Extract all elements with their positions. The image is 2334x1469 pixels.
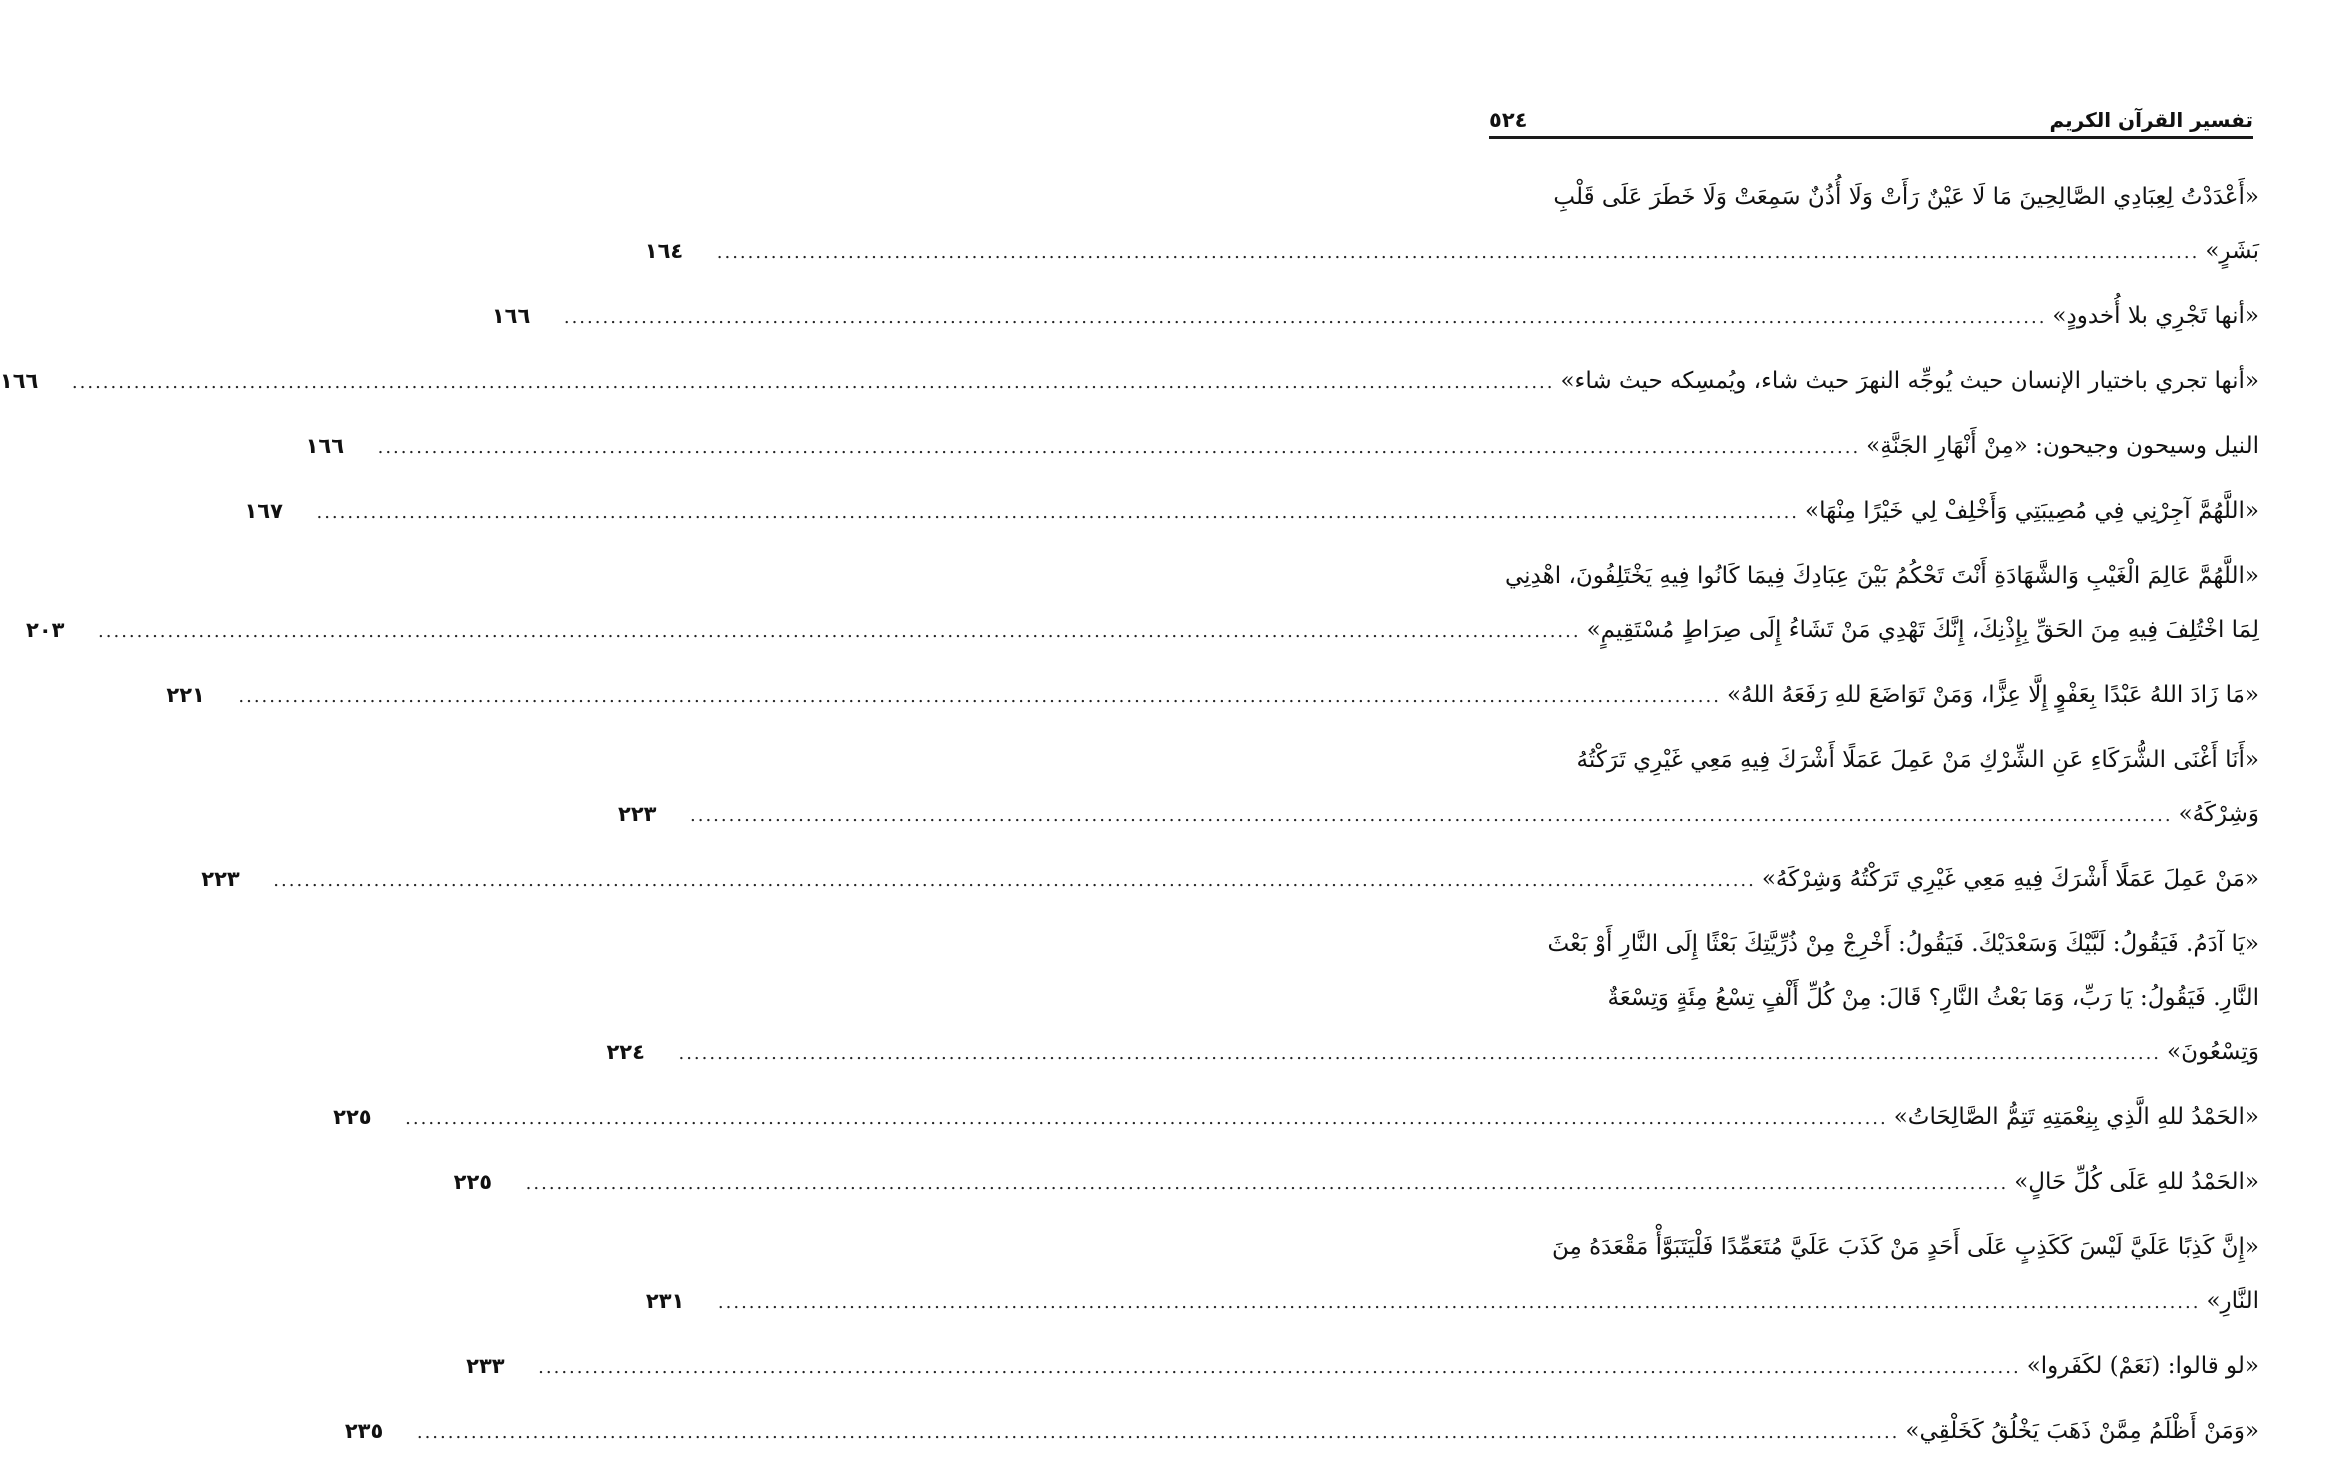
dot-leader	[273, 854, 1756, 908]
index-entry	[26, 549, 2259, 657]
entry-last-line	[618, 787, 2259, 841]
index-entry	[344, 1404, 2259, 1458]
entry-text: «إِنَّ كَذِبًا عَلَيَّ لَيْسَ كَكَذِبٍ عَلَى أَحَدٍ مَنْ كَذَبَ عَلَيَّ مُتَعَمِّدًا فَلْيَتَبَوَّأْ مَقْعَدَهُ مِنَ	[1551, 1234, 2259, 1260]
dot-leader	[690, 789, 2173, 843]
entry-text: «الحَمْدُ للهِ عَلَى كُلِّ حَالٍ»	[2014, 1169, 2259, 1195]
entry-page-number: ٢٣١	[645, 1289, 685, 1313]
entry-page-number: ٢٢٤	[606, 1040, 645, 1064]
dot-leader	[564, 291, 2047, 345]
entry-text: وَتِسْعُونَ»	[2167, 1039, 2259, 1065]
index-entry	[618, 733, 2259, 841]
entry-text: بَشَرٍ»	[2205, 238, 2259, 264]
entry-text: «يَا آدَمُ. فَيَقُولُ: لَبَّيْكَ وَسَعْدَيْكَ. فَيَقُولُ: أَخْرِجْ مِنْ ذُرِّيَّتِكَ بَعْثًا إِلَى النَّارِ أَوْ بَعْثَ	[1547, 931, 2259, 957]
entry-text: «وَمَنْ أَظْلَمُ مِمَّنْ ذَهَبَ يَخْلُقُ كَخَلْقِي»	[1905, 1418, 2259, 1444]
index-entry	[201, 852, 2259, 906]
entry-line	[1485, 917, 2259, 971]
dot-leader	[238, 670, 1721, 724]
header-divider	[1489, 136, 2253, 139]
entry-last-line	[201, 852, 2259, 906]
entry-page-number: ١٦٦	[491, 304, 531, 328]
entry-last-line	[606, 1025, 2259, 1079]
entry-text: «أنها تجري باختيار الإنسان حيث يُوجِّه النهرَ حيث شاء، ويُمسِكه حيث شاء»	[1560, 368, 2259, 394]
entry-line	[1485, 549, 2259, 603]
entry-last-line	[453, 1155, 2259, 1209]
dot-leader	[718, 1276, 2201, 1330]
page-header	[1489, 100, 2253, 132]
entry-text: النَّارِ»	[2206, 1288, 2259, 1314]
entry-last-line	[344, 1404, 2259, 1458]
entry-last-line	[305, 419, 2259, 473]
hadith-index-list	[0, 170, 2259, 1469]
index-entry	[453, 1155, 2259, 1209]
entry-last-line	[645, 1274, 2259, 1328]
entry-last-line	[26, 603, 2259, 657]
entry-text: «لو قالوا: (نَعَمْ) لكَفَروا»	[2026, 1353, 2259, 1379]
dot-leader	[417, 1406, 1900, 1460]
index-entry	[305, 419, 2259, 473]
entry-text: وَشِرْكَهُ»	[2178, 801, 2259, 827]
entry-last-line	[491, 289, 2259, 343]
entry-page-number: ١٦٦	[0, 369, 39, 393]
index-entry	[244, 484, 2259, 538]
entry-line	[1485, 733, 2259, 787]
index-entry	[0, 354, 2259, 408]
entry-text: «أنها تَجْرِي بلا أُخدودٍ»	[2052, 303, 2259, 329]
dot-leader	[378, 421, 1861, 475]
entry-line	[1485, 971, 2259, 1025]
entry-line	[1485, 1220, 2259, 1274]
entry-text: «اللَّهُمَّ آجِرْنِي فِي مُصِيبَتِي وَأَخْلِفْ لِي خَيْرًا مِنْهَا»	[1805, 498, 2259, 524]
dot-leader	[538, 1341, 2021, 1395]
entry-page-number: ١٦٦	[305, 434, 345, 458]
entry-last-line	[0, 354, 2259, 408]
book-title: تفسير القرآن الكريم	[2049, 108, 2253, 132]
index-entry	[606, 917, 2259, 1079]
entry-page-number: ٢٢٣	[618, 802, 657, 826]
entry-line	[1485, 170, 2259, 224]
dot-leader	[72, 356, 1555, 410]
entry-page-number: ٢٢٣	[201, 867, 240, 891]
entry-page-number: ٢٢٥	[453, 1170, 493, 1194]
entry-text: النيل وسيحون وجيحون: «مِنْ أَنْهَارِ الجَنَّةِ»	[1866, 433, 2259, 459]
entry-page-number: ٢٣٥	[344, 1419, 384, 1443]
index-entry	[644, 170, 2259, 278]
dot-leader	[717, 226, 2200, 280]
entry-page-number: ٢٣٣	[466, 1354, 505, 1378]
dot-leader	[526, 1157, 2009, 1211]
entry-text: «اللَّهُمَّ عَالِمَ الْغَيْبِ وَالشَّهَادَةِ أَنْتَ تَحْكُمُ بَيْنَ عِبَادِكَ فِيمَا كَانُوا فِيهِ يَخْتَلِفُونَ، اهْدِنِي	[1504, 563, 2259, 589]
entry-text: «أَعْدَدْتُ لِعِبَادِي الصَّالِحِينَ مَا لَا عَيْنٌ رَأَتْ وَلَا أُذُنٌ سَمِعَتْ وَلَا خَطَرَ عَلَى قَلْبِ	[1553, 184, 2259, 210]
entry-last-line	[333, 1090, 2259, 1144]
entry-text: «مَا زَادَ اللهُ عَبْدًا بِعَفْوٍ إِلَّا عِزًّا، وَمَنْ تَوَاضَعَ للهِ رَفَعَهُ اللهُ»	[1726, 682, 2259, 708]
entry-page-number: ١٦٤	[644, 239, 684, 263]
entry-text: «أَنَا أَغْنَى الشُّرَكَاءِ عَنِ الشِّرْكِ مَنْ عَمِلَ عَمَلًا أَشْرَكَ فِيهِ مَعِي غَيْرِي تَرَكْتُهُ	[1576, 747, 2259, 773]
index-entry	[491, 289, 2259, 343]
page-number: ٥٢٤	[1489, 108, 1528, 132]
entry-page-number: ٢٠٣	[26, 618, 65, 642]
entry-text: لِمَا اخْتُلِفَ فِيهِ مِنَ الحَقِّ بِإِذْنِكَ، إِنَّكَ تَهْدِي مَنْ تَشَاءُ إِلَى صِرَاطٍ مُسْتَقِيمٍ»	[1586, 617, 2259, 643]
dot-leader	[98, 605, 1581, 659]
entry-page-number: ١٦٧	[244, 499, 283, 523]
index-entry	[466, 1339, 2259, 1393]
entry-last-line	[166, 668, 2259, 722]
index-entry	[645, 1220, 2259, 1328]
entry-text: «الحَمْدُ للهِ الَّذِي بِنِعْمَتِهِ تَتِمُّ الصَّالِحَاتُ»	[1893, 1104, 2259, 1130]
index-entry	[166, 668, 2259, 722]
entry-last-line	[644, 224, 2259, 278]
entry-last-line	[466, 1339, 2259, 1393]
dot-leader	[405, 1092, 1888, 1146]
dot-leader	[316, 486, 1799, 540]
dot-leader	[678, 1027, 2161, 1081]
entry-page-number: ٢٢١	[166, 683, 205, 707]
entry-last-line	[244, 484, 2259, 538]
index-entry	[333, 1090, 2259, 1144]
entry-text: «مَنْ عَمِلَ عَمَلًا أَشْرَكَ فِيهِ مَعِي غَيْرِي تَرَكْتُهُ وَشِرْكَهُ»	[1761, 866, 2259, 892]
entry-page-number: ٢٢٥	[333, 1105, 372, 1129]
entry-text: النَّارِ. فَيَقُولُ: يَا رَبِّ، وَمَا بَعْثُ النَّارِ؟ قَالَ: مِنْ كُلِّ أَلْفٍ تِسْعُ مِئَةٍ وَتِسْعَةٌ	[1607, 985, 2259, 1011]
